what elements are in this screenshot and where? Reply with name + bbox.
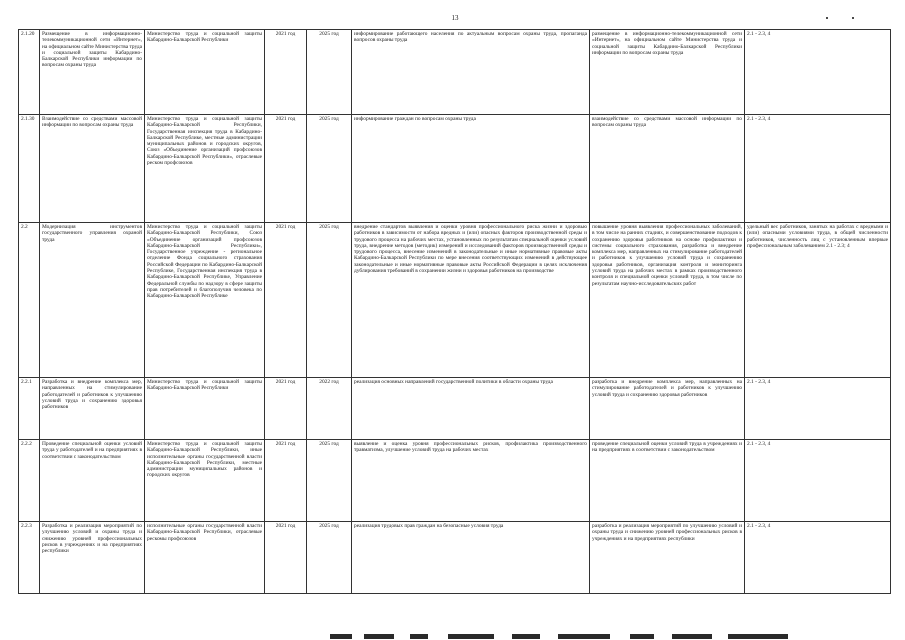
measure-content: информирование работающего населения по актуальным вопросам охраны труда, пропаганда вопросов охраны труда [352, 30, 590, 115]
expected-result: разработка и реализация мероприятий по улучшению условий и охраны труда и снижению уровней профессиональных рисков в учреждениях и на предприятиях республики [590, 522, 745, 594]
indicator-link: 2.1 - 2.3, 4 [745, 30, 891, 115]
measure-content: информирование граждан по вопросам охраны труда [352, 115, 590, 223]
measure-name: Взаимодействие со средствами массовой информации по вопросам охраны труда [40, 115, 145, 223]
measure-name: Разработка и внедрение комплекса мер, направленных на стимулирование работодателей и работников к улучшению условий труда и сохранению здоровья работников [40, 378, 145, 440]
start-year: 2021 год [265, 223, 307, 378]
measure-name: Модернизация инструментов государственного управления охраной труда [40, 223, 145, 378]
indicator-link: 2.1 - 2.3, 4 [745, 440, 891, 522]
row-number: 2.1.20 [19, 30, 40, 115]
measure-content: внедрение стандартов выявления и оценки уровня профессионального риска жизни и здоровью работников в зависимости от набора вредных и (или) опасных факторов производственной среды и трудового процесса на рабочих местах, установленных по результатам специальной оценки условий труда, внедрение методов (методик) измерений и исследований факторов производственной среды и трудового процесса, внесение изменений в законодательные и иные нормативные правовые акты Кабардино-Балкарской Республики по мере внесения соответствующих изменений в действующее законодательные и иные нормативные правовые акты Российской Федерации в целях исключения дублирования требований в сохранении жизни и здоровья работников на производстве [352, 223, 590, 378]
row-number: 2.2.2 [19, 440, 40, 522]
responsible-executor: Министерство труда и социальной защиты Кабардино-Балкарской Республики, иные исполнительные органы государственной власти Кабардино-Балкарской Республики, местные администрации муниципальных районов и городских округов [145, 440, 265, 522]
scan-speck [826, 17, 828, 19]
expected-result: проведение специальной оценки условий труда в учреждениях и на предприятиях в соответствии с законодательством [590, 440, 745, 522]
expected-result: взаимодействие со средствами массовой информации по вопросам охраны труда [590, 115, 745, 223]
table-row [19, 115, 891, 223]
table-row [19, 223, 891, 378]
table-row [19, 522, 891, 594]
row-number: 2.2.1 [19, 378, 40, 440]
start-year: 2021 год [265, 378, 307, 440]
start-year: 2021 год [265, 440, 307, 522]
responsible-executor: исполнительные органы государственной власти Кабардино-Балкарской Республики, отраслевые рескомы профсоюзов [145, 522, 265, 594]
row-number: 2.2.3 [19, 522, 40, 594]
indicator-link: 2.1 - 2.3, 4 [745, 378, 891, 440]
end-year: 2025 год [307, 223, 352, 378]
indicator-link: 2.1 - 2.3, 4 [745, 522, 891, 594]
responsible-executor: Министерство труда и социальной защиты Кабардино-Балкарской Республики [145, 30, 265, 115]
expected-result: разработка и внедрение комплекса мер, направленных на стимулирование работодателей и работников к улучшению условий труда и сохранению здоровья работников [590, 378, 745, 440]
responsible-executor: Министерство труда и социальной защиты Кабардино-Балкарской Республики [145, 378, 265, 440]
measures-table [18, 29, 891, 594]
measure-content: выявление и оценка уровня профессиональных рисков, профилактика производственного травматизма, улучшение условий труда на рабочих местах [352, 440, 590, 522]
measure-name: Разработка и реализация мероприятий по улучшению условий и охраны труда и снижению уровней профессиональных рисков в учреждениях и на предприятиях республики [40, 522, 145, 594]
start-year: 2021 год [265, 30, 307, 115]
expected-result: повышение уровня выявления профессиональных заболеваний, в том числе на ранних стадиях, и совершенствование подходов к сохранению здоровья работников на основе профилактики и системы социального страхования, разработка и внедрение комплекса мер, направленных на стимулирование работодателей и работников к улучшению условий труда и сохранению здоровья работников, организация контроля и мониторинга условий труда на рабочих местах в рамках производственного контроля и специальной оценки условий труда, в том числе по результатам научно-исследовательских работ [590, 223, 745, 378]
start-year: 2021 год [265, 522, 307, 594]
row-number: 2.1.30 [19, 115, 40, 223]
table-row [19, 440, 891, 522]
end-year: 2025 год [307, 440, 352, 522]
scan-speck [852, 17, 854, 19]
page-number: 13 [451, 14, 459, 22]
expected-result: размещение в информационно-телекоммуникационной сети «Интернет», на официальном сайте Министерства труда и социальной защиты Кабардино-Балкарской Республики информации по вопросам охраны труда [590, 30, 745, 115]
measure-content: реализация трудовых прав граждан на безопасные условия труда [352, 522, 590, 594]
measure-name: Проведение специальной оценки условий труда у работодателей и на предприятиях в соответствии с законодательством [40, 440, 145, 522]
measure-content: реализация основных направлений государственной политики в области охраны труда [352, 378, 590, 440]
end-year: 2025 год [307, 522, 352, 594]
responsible-executor: Министерство труда и социальной защиты Кабардино-Балкарской Республики, Союз «Объединение организаций профсоюзов Кабардино-Балкарской Республики», Государственное учреждение - региональное отделение Фонда социального страхования Российской Федерации по Кабардино-Балкарской Республике, Государственная инспекция труда в Кабардино-Балкарской Республике, Управление Федеральной службы по надзору в сфере защиты прав потребителей и благополучия человека по Кабардино-Балкарской Республике [145, 223, 265, 378]
end-year: 2022 год [307, 378, 352, 440]
indicator-link: удельный вес работников, занятых на работах с вредными и (или) опасными условиями труда, в общей численности работников, численность лиц с установленным впервые профессиональным заболеванием 2.1 - 2.3; 4 [745, 223, 891, 378]
table-row [19, 378, 891, 440]
end-year: 2025 год [307, 30, 352, 115]
measure-name: Размещение в информационно-телекоммуникационной сети «Интернет», на официальном сайте Министерства труда и социальной защиты Кабардино-Балкарской Республики информации по вопросам охраны труда [40, 30, 145, 115]
row-number: 2.2 [19, 223, 40, 378]
responsible-executor: Министерство труда и социальной защиты Кабардино-Балкарской Республики, Государственная инспекция труда в Кабардино-Балкарской Республике, местные администрации муниципальных районов и городских округов, Союз «Объединение организаций профсоюзов Кабардино-Балкарской Республики», отраслевые реском профсоюзов [145, 115, 265, 223]
table-row [19, 30, 891, 115]
end-year: 2025 год [307, 115, 352, 223]
scan-bottom-edge-artifacts [330, 628, 810, 640]
indicator-link: 2.1 - 2.3, 4 [745, 115, 891, 223]
start-year: 2021 год [265, 115, 307, 223]
